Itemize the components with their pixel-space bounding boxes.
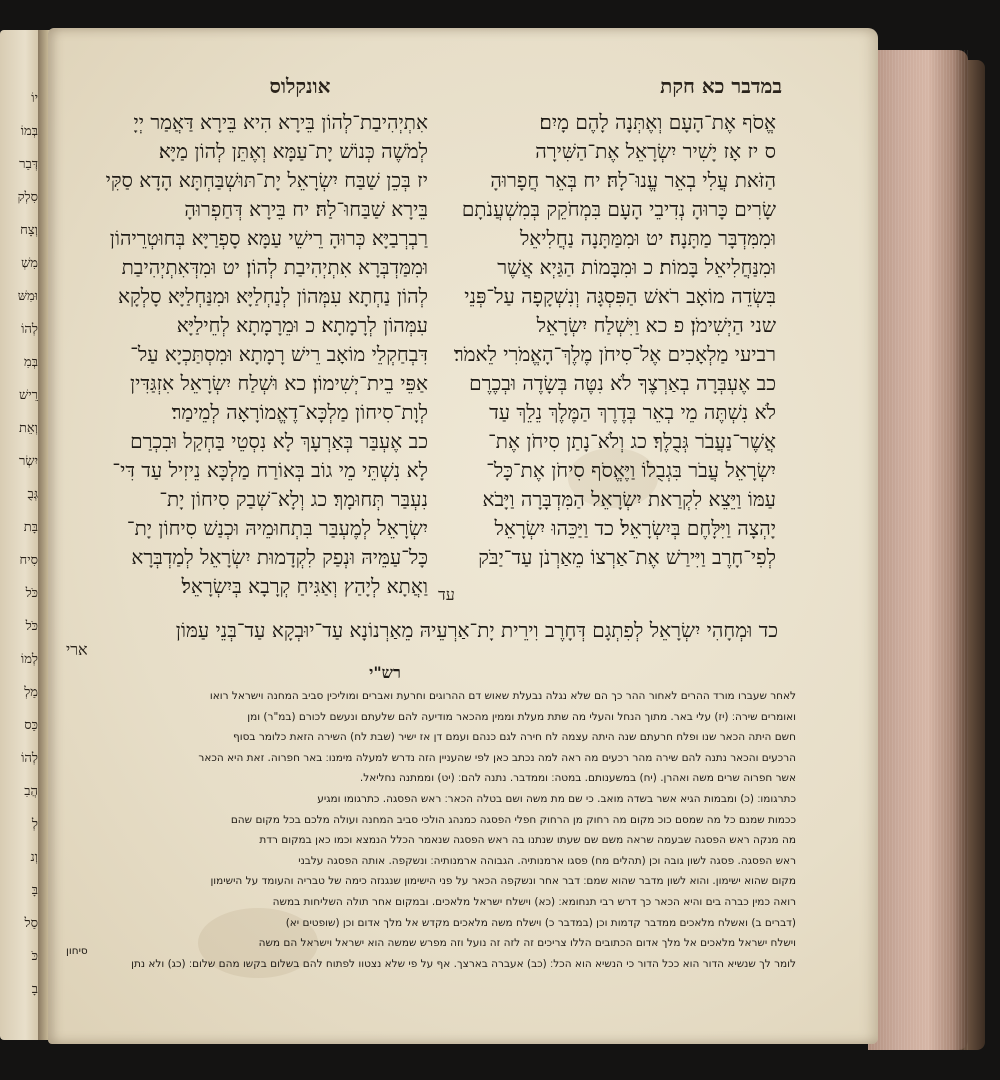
onkelos-line: אַפֵּי בֵית־יְשִׁימוֹן׃ כא וּשְׁלַח יִשְׂרָאֵל אִזְגַּדִּין — [130, 371, 428, 395]
page-block-fore-edge — [868, 50, 968, 1050]
rashi-line: ואומרים שירה׃ (יז) עלי באר. מתוך הנחל והעלי מה שתת מעלת וממין מהכאר מודיעה להם שלעתם ונעשם לכורם (במ"ר) ומן — [247, 710, 796, 723]
previous-page-fragment: רֵישׁ — [19, 388, 38, 403]
previous-page-fragment: לְהוֹ — [21, 322, 38, 337]
torah-line: יָהְצָה וַיִּלָּחֶם בְּיִשְׂרָאֵל׃ כד וַיַּכֵּהוּ יִשְׂרָאֵל — [494, 516, 776, 540]
rashi-commentary — [44, 686, 796, 974]
torah-line: לְפִי־חָרֶב וַיִּירַשׁ אֶת־אַרְצוֹ מֵאַרְנֹן עַד־יַבֹּק — [478, 545, 776, 569]
previous-page-fragment: בָּת — [23, 520, 38, 535]
torah-line: שני הַיְשִׁימֹן׃ פ כא וַיִּשְׁלַח יִשְׂרָאֵל — [536, 313, 776, 337]
previous-page-fragment: מִשְׁ — [21, 256, 38, 271]
rashi-line: לומר לך שנשיא הדור הוא ככל הדור כי הנשיא הוא הכל׃ (כב) אעברה בארצך. אף על פי שלא נצטוו לפתוח להם בשלום בקשו מהם שלום׃ (כג) ולא נתן — [131, 957, 796, 970]
previous-page-fragment: לְ — [31, 817, 38, 832]
torah-line: שָׂרִים כָּרוּהָ נְדִיבֵי הָעָם בִּמְחֹקֵק בְּמִשְׁעֲנֹתָם — [461, 197, 776, 221]
rashi-heading: רש"י — [369, 663, 401, 682]
previous-page-fragment: גְּבֻ — [27, 487, 38, 502]
previous-page-edge — [0, 30, 42, 1040]
onkelos-line: לְוָת־סִיחוֹן מַלְכָּא־דֶאֱמוֹרָאָה לְמֵימַר׃ — [171, 400, 428, 424]
onkelos-line: דִּבְחַקְלֵי מוֹאָב רֵישׁ רָמָתָא וּמִסְתַּכְיָא עַל־ — [130, 342, 428, 366]
torah-line: הַזֹּאת עֲלִי בְאֵר עֱנוּ־לָהּ׃ יח בְּאֵר חֲפָרוּהָ — [490, 168, 776, 192]
rashi-line: ככמות שמנם כל מה שמסם כוכ מקום מה רחוק מן הרחוק חפלי הפסגה כמנהג הולכי סביב המחנה ועולה מלכם בכל מקום שהם — [230, 813, 796, 826]
torah-line: רביעי מַלְאָכִים אֶל־סִיחֹן מֶלֶךְ־הָאֱמֹרִי לֵאמֹר׃ — [453, 342, 776, 366]
onkelos-line: כָּל־עַמֵּיהּ וּנְפַק לִקְדָמוּת יִשְׂרָאֵל לְמַדְבְּרָא — [131, 545, 428, 569]
rashi-line: לאחר שעברו מורד ההרים לאחור ההר כך הם שלא נגלה נבעלת שאוש דם ההרוגים וחרעת ואברים ומוליכין סביב המחנה וישראל רואו — [209, 690, 796, 702]
rashi-line: הרכעים והכאר נתנה להם שירה מהר רכעים מה ראה למה נכתב כאן לפי שהעניין הזה נדרש למעלה מימנו׃ באר חפרוה. זאת היא הכאר — [198, 751, 796, 764]
torah-line: כב אֶעְבְּרָה בְאַרְצֶךָ לֹא נִטֶּה בְּשָׂדֶה וּבְכֶרֶם — [469, 371, 776, 395]
torah-line: אֲשֶׁר־נַעֲבֹר גְּבֻלֶךָ׃ כג וְלֹא־נָתַן סִיחֹן אֶת־ — [488, 429, 776, 453]
torah-line: עַמּוֹ וַיֵּצֵא לִקְרַאת יִשְׂרָאֵל הַמִּדְבָּרָה וַיָּבֹא — [482, 487, 776, 511]
rashi-line: וישלח ישראל מלאכים אל מלך אדום הכתובים הללו צריכים זה לזה זה נועל וזה מפרש שמשה הוא ישראל וישראל הם משה — [258, 937, 796, 950]
previous-page-fragment: כֹּל — [25, 586, 38, 601]
previous-page-fragment: וּמִשּׁ — [17, 289, 38, 304]
previous-page-fragment: וְאֵת — [18, 421, 38, 436]
previous-page-fragment: בָ — [31, 982, 38, 997]
previous-page-fragment: יוֹ — [31, 91, 38, 106]
onkelos-text-column — [66, 108, 428, 601]
rashi-line: כתרגומו׃ (כ) ומבמות הגיא אשר בשדה מואב. כי שם מת משה ושם בטלה הכאר׃ ראש הפסגה. כתרגומו ומגיע — [317, 792, 796, 805]
onkelos-line: וַאֲתָא לְיָהַץ וְאַגִּיחַ קְרָבָא בְּיִשְׂרָאֵל׃ — [181, 574, 428, 598]
onkelos-line: לְמֹשֶׁה כְּנוֹשׁ יָת־עַמָּא וְאֶתֵּן לְהוֹן מַיָּא׃ — [158, 139, 428, 163]
torah-line: יִשְׂרָאֵל עֲבֹר בִּגְבֻלוֹ וַיֶּאֱסֹף סִיחֹן אֶת־כָּל־ — [486, 458, 776, 482]
torah-text-column — [436, 108, 776, 572]
onkelos-line: לָא נִשְׁתֵּי מֵי גוֹב בְּאוֹרַח מַלְכָּא נֵיזִיל עַד דִּי־ — [112, 458, 428, 482]
torah-line: וּמִמִּדְבָּר מַתָּנָה׃ יט וּמִמַּתָּנָה נַחֲלִיאֵל — [519, 226, 776, 250]
torah-line: אֱסֹף אֶת־הָעָם וְאֶתְּנָה לָהֶם מָיִם׃ — [539, 110, 776, 134]
page-header-right: במדבר כא חקת — [660, 74, 782, 98]
onkelos-line: יז בְּכֵן שַׁבַּח יִשְׂרָאֵל יָת־תּוּשְׁבַּחְתָּא הָדָא סַקִּי — [105, 168, 428, 192]
previous-page-fragment: לְמוֹ — [20, 652, 38, 667]
previous-page-fragment: וְנ — [30, 850, 38, 865]
onkelos-line: לְהוֹן נַחְתָא עִמְּהוֹן לְנַחְלַיָּא וּמִנַּחְלַיָּא סָלְקָא — [118, 284, 428, 308]
previous-page-fragment: יִשְׂר — [19, 454, 38, 469]
onkelos-line: אִתְיְהִיבַת־לְהוֹן בֵּירָא הִיא בֵּירָא דַּאֲמַר יְיָ — [133, 110, 428, 134]
torah-line: וּמִנַּחֲלִיאֵל בָּמוֹת׃ כ וּמִבָּמוֹת הַגַּיְא אֲשֶׁר — [497, 255, 776, 279]
onkelos-full-width-line: כד וּמְחָהִי יִשְׂרָאֵל לְפִתְגָם דְּחָרֶב וִירֵית יָת־אַרְעֵיהּ מֵאַרְנוֹנָא עַד־יוּבְקָא עַד־בְּנֵי עַמּוֹן — [175, 618, 778, 642]
rashi-line: ראש הפסגה. פסגה לשון גובה וכן (תהלים מח) פסגו ארמנותיה. הגבוהה ארמנותיה׃ ונשקפה. אותה הפסגה עלבני — [298, 854, 796, 867]
rashi-line: (דברים ב) ואשלח מלאכים ממדבר קדמות וכן (במדבר כ) וישלח משה מלאכים מקדש אל מלך אדום וכן (שופטים יא) — [285, 916, 796, 929]
onkelos-line: בֵּירָא שַׁבַּחוּ־לַהּ׃ יח בֵּירָא דְּחַפְרוּהָ — [184, 197, 428, 221]
rashi-line: חשם היתה הכאר שנו ופלח חרעתם שנה היתה עצמה לח חירה לגם כנהם ועמם דן אז ישיר (שבת לח) השירה הזאת כלומר בסוף — [233, 731, 796, 744]
onkelos-line: כב אֶעְבַּר בְּאַרְעָךְ לָא נִסְטֵי בַּחְקַל וּבִכְרַם — [130, 429, 428, 453]
torah-line: בִּשְׂדֵה מוֹאָב רֹאשׁ הַפִּסְגָּה וְנִשְׁקָפָה עַל־פְּנֵי — [464, 284, 776, 308]
onkelos-line: רַבְרְבַיָּא כְּרוּהָ רֵישֵׁי עַמָּא סָפְרַיָּא בְּחוּטְרֵיהוֹן — [109, 226, 428, 250]
previous-page-fragment: כֹּ — [31, 949, 38, 964]
onkelos-line: נִעְבַּר תְּחוּמָךְ׃ כג וְלָא־שְׁבַק סִיחוֹן יָת־ — [159, 487, 428, 511]
previous-page-fragment: כֹּל — [25, 619, 38, 634]
previous-page-fragment: בְּמִ — [24, 355, 38, 370]
previous-page-fragment: סַל — [24, 916, 38, 931]
previous-page-fragment: וְצָח — [20, 223, 38, 238]
previous-page-fragment: סִיח — [19, 553, 38, 568]
previous-page-fragment: בָּ — [31, 883, 38, 898]
onkelos-line: עִמְּהוֹן לְרָמָתָא׃ כ וּמֵרָמָתָא לְחֵילַיָּא — [176, 313, 428, 337]
rashi-line: אשר חפרוה שרים משה ואהרן. (יח) במשענותם. במטה׃ וממדבר. נתנה להם׃ (יט) וממתנה נחליאל. — [359, 772, 796, 785]
onkelos-line: יִשְׂרָאֵל לְמֶעְבַּר בִּתְחוּמֵיהּ וּכְנַשׁ סִיחוֹן יָת־ — [126, 516, 428, 540]
onkelos-line: וּמִמַּדְבְּרָא אִתְיְהִיבַת לְהוֹן׃ יט וּמִדְּאִתְיְהִיבַת — [121, 255, 428, 279]
rashi-line: מה מנקה ראש הפסגה שבעמה שראה משם שם שעתו שנתנו בה ראש הפסגה שנאמר הכלל הנמצא וכמו כאן במקום רדת — [259, 834, 796, 847]
previous-page-fragment: מַלְ — [24, 685, 38, 700]
previous-page-fragment: בְּמוֹ — [20, 124, 38, 139]
previous-page-fragment: דְּבַר — [19, 157, 38, 172]
previous-page-fragment: כַּס — [24, 718, 38, 733]
rashi-line: מקום שהוא ישימון. והוא לשון מדבר שהוא שמם׃ דבר אחר ונשקפה הכאר על פני הישימון שנגנזה כימה של טבריה והעומד על הישימון — [210, 875, 796, 888]
catchword: עד — [438, 585, 455, 604]
previous-page-fragment: הֲבִ — [24, 784, 38, 799]
onkelos-catchword: ארי — [66, 640, 88, 659]
torah-line: ס יז אָז יָשִׁיר יִשְׂרָאֵל אֶת־הַשִּׁירָה — [535, 139, 776, 163]
rashi-line: רואה כמין כברה בים והיא הכאר כך דרש רבי תנחומא׃ (כא) וישלח ישראל מלאכים. ובמקום אחר תולה השליחות במשה — [272, 895, 796, 908]
torah-line: לֹא נִשְׁתֶּה מֵי בְאֵר בְּדֶרֶךְ הַמֶּלֶךְ נֵלֵךְ עַד — [489, 400, 776, 424]
previous-page-fragment: סִלְק — [17, 190, 38, 205]
previous-page-fragment: לְהוֹ — [21, 751, 38, 766]
rashi-catchword: סיחון — [66, 945, 88, 957]
page-header-left: אונקלוס — [269, 74, 331, 98]
